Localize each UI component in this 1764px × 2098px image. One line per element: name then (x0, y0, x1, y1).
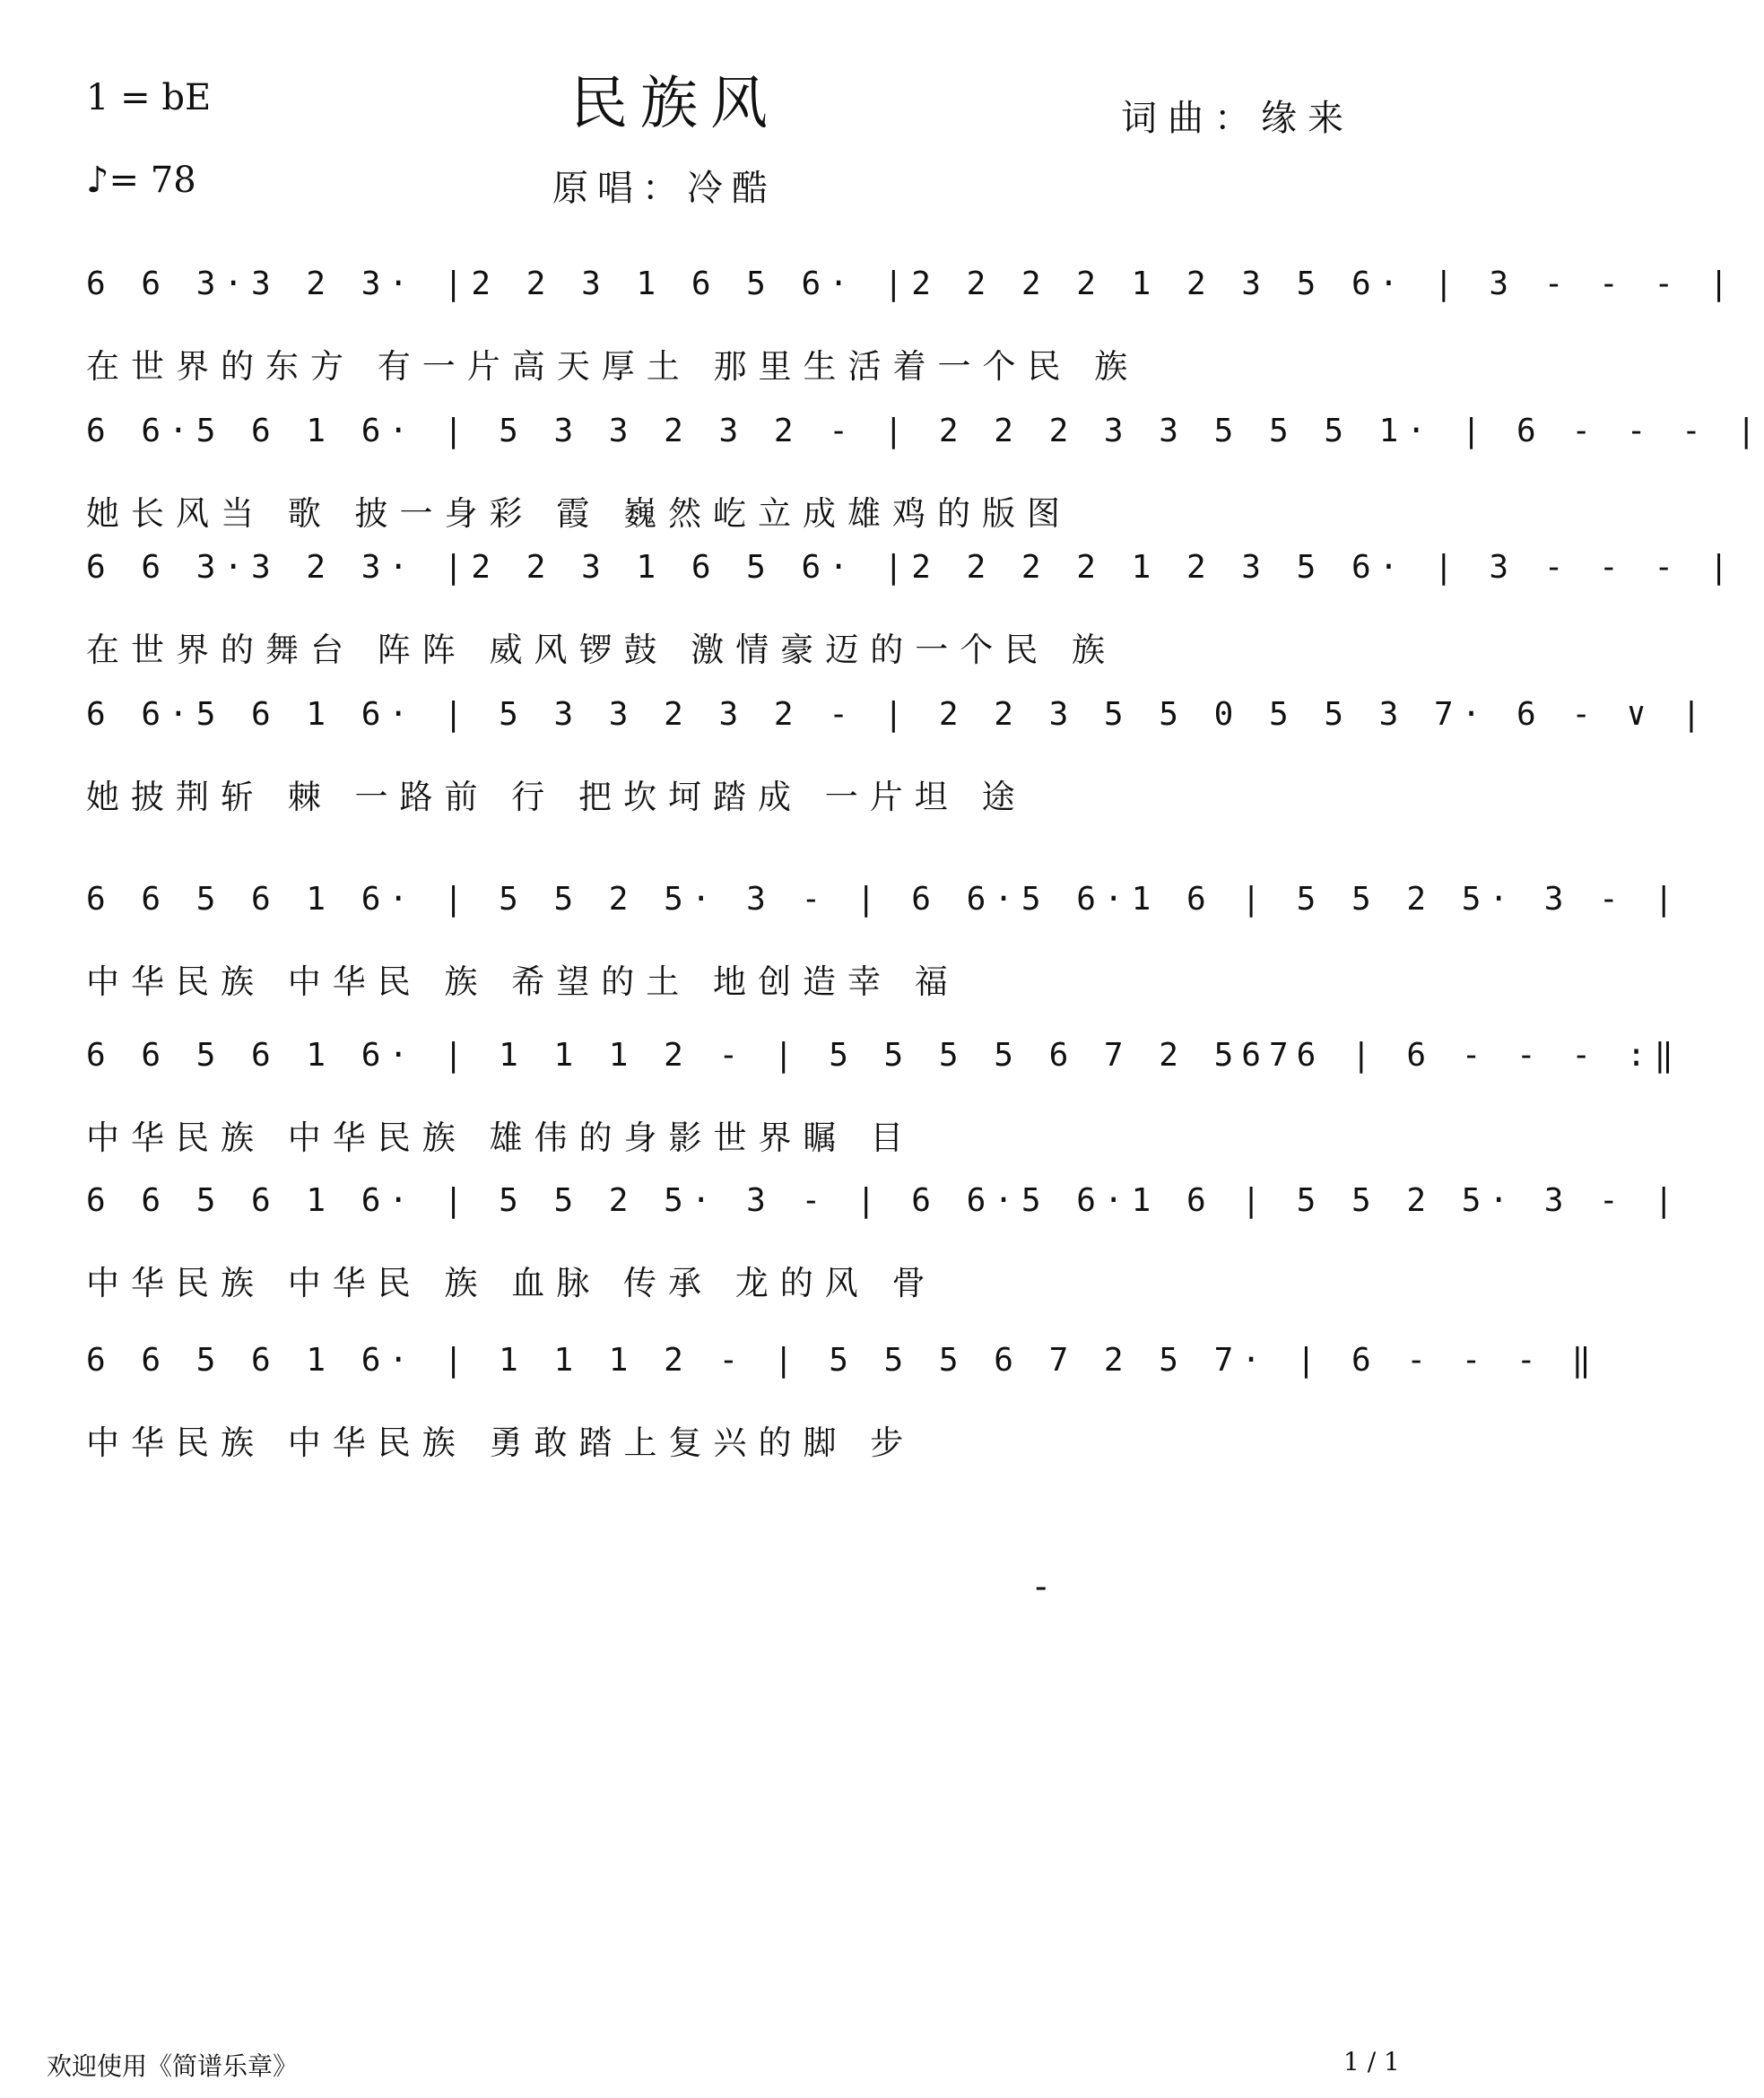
lyric-line: 她长风当 歌 披一身彩 霞 巍然屹立成雄鸡的版图 (86, 494, 1073, 533)
notation-line: 6 6 5 6 1 6· | 1 1 1 2 - | 5 5 5 5 6 7 2 5676 | 6 - - - :‖ (86, 1037, 1682, 1074)
notation-line: 6 6·5 6 1 6· | 5 3 3 2 3 2 - | 2 2 2 3 3 5 5 5 1· | 6 - - - | (86, 413, 1764, 449)
notation-line: 6 6 3·3 2 3· |2 2 3 1 6 5 6· |2 2 2 2 1 2 3 5 6· | 3 - - - | (86, 266, 1737, 302)
page-title: 民族风 (570, 71, 780, 137)
notation-line: 6 6·5 6 1 6· | 5 3 3 2 3 2 - | 2 2 3 5 5 0 5 5 3 7· 6 - ∨ | (86, 696, 1709, 733)
footer-app-label: 欢迎使用《简谱乐章》 (47, 2051, 299, 2081)
credits: 词曲：缘来 (1121, 98, 1354, 139)
key-signature: 1 = bE (86, 77, 212, 118)
lyric-line: 中华民族 中华民 族 希望的土 地创造幸 福 (86, 962, 960, 1001)
page-number: 1 / 1 (1343, 2047, 1400, 2076)
lyric-line: 中华民族 中华民族 雄伟的身影世界瞩 目 (86, 1119, 916, 1157)
notation-line: 6 6 5 6 1 6· | 5 5 2 5· 3 - | 6 6·5 6·1 6 | 5 5 2 5· 3 - | (86, 881, 1682, 918)
lyric-line: 中华民族 中华民 族 血脉 传承 龙的风 骨 (86, 1264, 937, 1302)
notation-line: 6 6 3·3 2 3· |2 2 3 1 6 5 6· |2 2 2 2 1 2 3 5 6· | 3 - - - | (86, 549, 1737, 586)
lyric-line: 中华民族 中华民族 勇敢踏上复兴的脚 步 (86, 1423, 916, 1462)
notation-line: 6 6 5 6 1 6· | 5 5 2 5· 3 - | 6 6·5 6·1 6 | 5 5 2 5· 3 - | (86, 1182, 1682, 1219)
tempo-marking: ♪= 78 (86, 160, 196, 201)
original-singer: 原唱：冷酷 (552, 168, 777, 209)
stray-dash: - (1035, 1566, 1047, 1607)
lyric-line: 她披荆斩 棘 一路前 行 把坎坷踏成 一片坦 途 (86, 778, 1027, 816)
lyric-line: 在世界的舞台 阵阵 威风锣鼓 激情豪迈的一个民 族 (86, 631, 1117, 669)
lyric-line: 在世界的东方 有一片高天厚土 那里生活着一个民 族 (86, 347, 1140, 386)
notation-line: 6 6 5 6 1 6· | 1 1 1 2 - | 5 5 5 6 7 2 5 7· | 6 - - - ‖ (86, 1342, 1600, 1379)
